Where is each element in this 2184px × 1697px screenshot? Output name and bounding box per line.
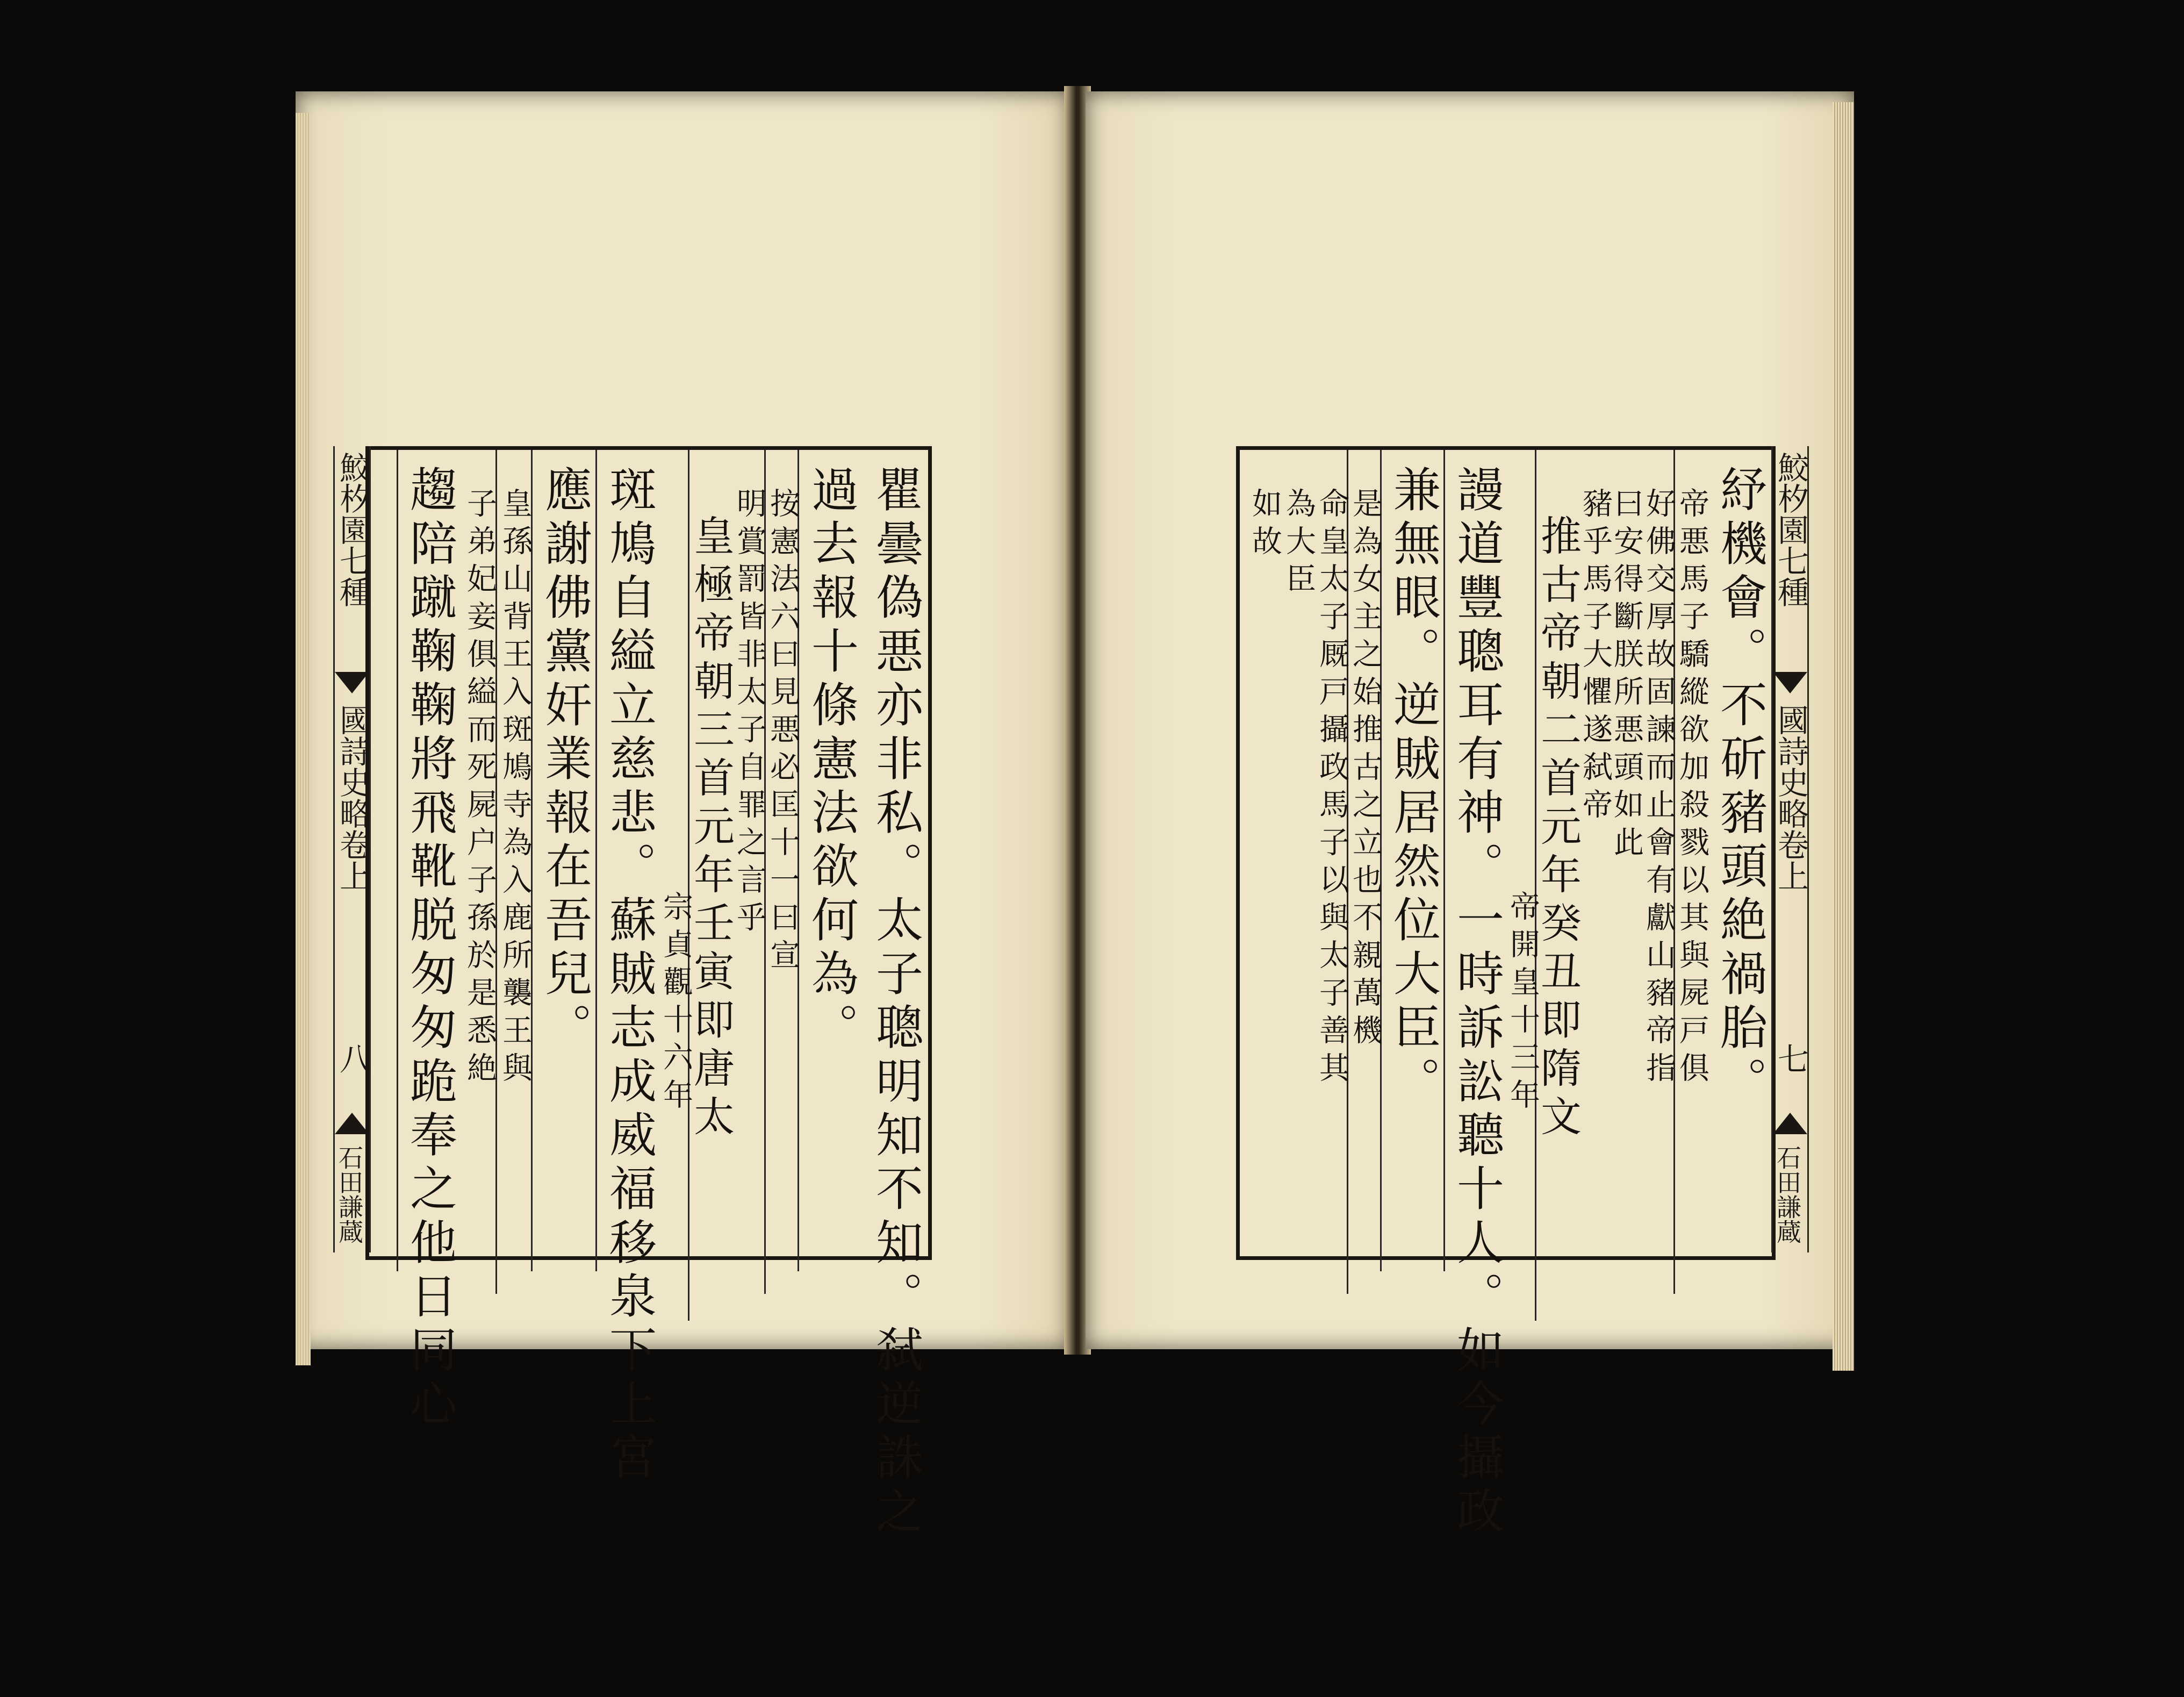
publisher-name: 石田謙蔵 <box>335 1145 364 1244</box>
publisher-name: 石田謙蔵 <box>1773 1145 1802 1244</box>
section-title: 國詩史略卷上 <box>334 704 371 891</box>
right-text-frame <box>1236 446 1776 1540</box>
annotation-column: 好佛交厚故固諫而止會有獻山豬帝指 <box>1641 488 1676 1090</box>
text-column: 兼無眼。逆賊居然位大臣。 <box>1380 450 1445 1271</box>
section-heading: 推古帝朝二首元年癸丑即隋文 <box>1535 450 1579 1321</box>
annotation-column: 豬乎馬子大懼遂弑帝 <box>1578 488 1613 826</box>
section-heading: 皇極帝朝三首元年壬寅即唐太 <box>688 450 732 1321</box>
annotation-column: 曰安得斷朕所悪頭如此 <box>1609 488 1644 864</box>
text-column: 應謝佛黨奸業報在吾兒。 <box>531 450 597 1271</box>
text-column: 斑鳩自縊立慈悲。蘇賊志成威福移泉下上宮 <box>595 450 662 1271</box>
left-page-edge <box>296 113 311 1365</box>
annotation-column: 帝開皇十三年 <box>1505 891 1540 1116</box>
annotation-column: 為大臣 <box>1281 488 1316 600</box>
text-column: 紓機會。不斫豬頭絶禍胎。 <box>1713 465 1768 1110</box>
text-column: 瞿曇偽悪亦非私。太子聰明知不知。弑逆誅之 <box>868 465 924 1540</box>
annotation-column: 皇孫山背王入斑鳩寺為入鹿所襲王與 <box>495 450 533 1294</box>
annotation-column: 命皇太子厩戸攝政馬子以與太子善其 <box>1314 488 1349 1090</box>
annotation-column: 子弟妃妾俱縊而死屍户子孫於是悉絶 <box>462 488 497 1090</box>
annotation-column: 如故 <box>1247 488 1282 563</box>
annotation-column: 是為女主之始推古之立也不親萬機 <box>1347 450 1382 1294</box>
page-number: 八 <box>334 1043 371 1074</box>
annotation-column: 按憲法六曰見悪必匡十一曰宣 <box>764 450 799 1294</box>
right-page-center-strip <box>1771 446 1809 1252</box>
text-column: 趨陪蹴鞠鞠將飛靴脱匆匆跪奉之他日同心 <box>397 450 462 1271</box>
book-series-title: 鮫𣏐園七種 <box>334 452 371 607</box>
fishtail-mark <box>1773 672 1807 693</box>
fishtail-mark <box>1773 1113 1807 1134</box>
left-text-frame <box>365 446 932 1540</box>
open-book <box>290 75 1870 1540</box>
text-column: 過去報十條憲法欲何為。 <box>798 450 864 1271</box>
annotation-column: 宗貞觀十六年 <box>658 891 693 1116</box>
right-page-edge <box>1833 102 1854 1371</box>
book-series-title: 鮫𣏐園七種 <box>1772 452 1809 607</box>
section-title: 國詩史略卷上 <box>1772 704 1809 891</box>
text-column: 謾道豐聰耳有神。一時訴訟聽十人。如今攝政 <box>1443 450 1508 1271</box>
annotation-column: 帝悪馬子驕縱欲加殺戮以其與屍戸俱 <box>1673 450 1708 1294</box>
page-number: 七 <box>1772 1043 1809 1074</box>
fishtail-mark <box>335 1113 369 1134</box>
fishtail-mark <box>335 672 369 693</box>
left-page-center-strip <box>333 446 371 1252</box>
annotation-column: 明賞罰皆非太子自罪之言乎 <box>732 488 767 939</box>
